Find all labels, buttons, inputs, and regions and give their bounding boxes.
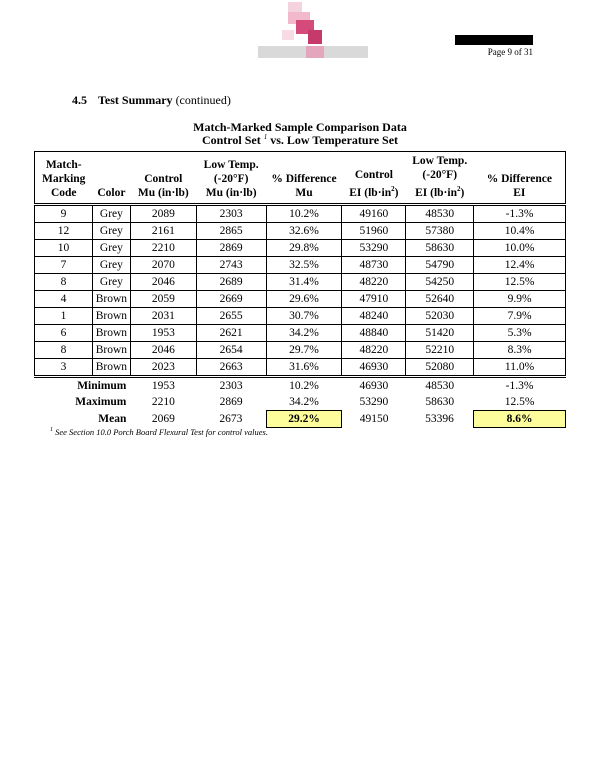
cell-ctrl-ei: 48240 xyxy=(342,307,406,324)
cell-low-ei: 57380 xyxy=(406,222,474,239)
cell-low-mu: 2654 xyxy=(196,341,266,358)
cell-ctrl-mu: 2023 xyxy=(130,358,196,376)
summary-low-mu: 2673 xyxy=(219,412,243,425)
summary-ctrl-mu: 1953 xyxy=(151,379,175,392)
cell-diff-mu: 29.6% xyxy=(266,290,342,307)
summary-ctrl-ei: 46930 xyxy=(359,379,389,392)
table-row xyxy=(35,222,566,239)
cell-diff-ei: -1.3% xyxy=(474,204,566,222)
cell-ctrl-ei: 49160 xyxy=(342,204,406,222)
cell-color: Brown xyxy=(92,358,130,376)
section-heading xyxy=(72,93,231,108)
cell-low-ei: 54790 xyxy=(406,256,474,273)
table-row xyxy=(35,341,566,358)
table-row xyxy=(35,204,566,222)
summary-diff-ei: 8.6% xyxy=(474,410,566,427)
cell-code: 8 xyxy=(35,273,93,290)
table-row xyxy=(35,358,566,376)
cell-diff-mu: 30.7% xyxy=(266,307,342,324)
cell-diff-ei: 7.9% xyxy=(474,307,566,324)
cell-ctrl-ei: 48730 xyxy=(342,256,406,273)
summary-diff-ei: -1.3% xyxy=(505,379,534,392)
cell-code: 10 xyxy=(35,239,93,256)
table-row xyxy=(35,256,566,273)
summary-label: Mean xyxy=(98,412,127,425)
cell-diff-mu: 32.5% xyxy=(266,256,342,273)
table-row xyxy=(35,290,566,307)
cell-ctrl-mu: 2046 xyxy=(130,273,196,290)
cell-code: 1 xyxy=(35,307,93,324)
cell-diff-mu: 29.8% xyxy=(266,239,342,256)
summary-low-ei: 48530 xyxy=(425,379,455,392)
cell-low-mu: 2663 xyxy=(196,358,266,376)
cell-ctrl-mu: 2089 xyxy=(130,204,196,222)
table-caption-line1: Match-Marked Sample Comparison Data xyxy=(193,120,407,134)
summary-diff-mu: 29.2% xyxy=(266,410,342,427)
cell-diff-mu: 32.6% xyxy=(266,222,342,239)
cell-diff-ei: 12.4% xyxy=(474,256,566,273)
comparison-table xyxy=(34,151,566,428)
cell-low-ei: 58630 xyxy=(406,239,474,256)
cell-ctrl-ei: 48220 xyxy=(342,273,406,290)
cell-ctrl-ei: 48840 xyxy=(342,324,406,341)
cell-diff-mu: 29.7% xyxy=(266,341,342,358)
cell-low-ei: 54250 xyxy=(406,273,474,290)
summary-diff-ei: 12.5% xyxy=(504,395,535,408)
cell-diff-mu: 31.6% xyxy=(266,358,342,376)
cell-low-ei: 48530 xyxy=(406,204,474,222)
cell-low-mu: 2869 xyxy=(196,239,266,256)
header-color: Color xyxy=(97,186,126,199)
summary-low-mu: 2303 xyxy=(219,379,243,392)
cell-low-mu: 2689 xyxy=(196,273,266,290)
cell-ctrl-mu: 2161 xyxy=(130,222,196,239)
cell-color: Grey xyxy=(92,273,130,290)
summary-ctrl-mu: 2069 xyxy=(151,412,175,425)
cell-color: Grey xyxy=(92,256,130,273)
header-control-mu: Control Mu (in·lb) xyxy=(137,172,189,199)
header-control-ei: Control EI $(lb\cdot in^2)$ xyxy=(349,169,399,199)
summary-ctrl-mu: 2210 xyxy=(151,396,175,409)
cell-diff-ei: 10.4% xyxy=(474,222,566,239)
cell-color: Grey xyxy=(92,204,130,222)
cell-ctrl-ei: 51960 xyxy=(342,222,406,239)
cell-code: 8 xyxy=(35,341,93,358)
cell-low-mu: 2303 xyxy=(196,204,266,222)
company-logo xyxy=(258,0,368,60)
cell-color: Brown xyxy=(92,341,130,358)
summary-diff-mu: 34.2% xyxy=(289,395,319,408)
cell-diff-ei: 12.5% xyxy=(474,273,566,290)
table-row xyxy=(35,324,566,341)
cell-low-mu: 2865 xyxy=(196,222,266,239)
header-lowtemp-mu: Low Temp. (-20°F) Mu (in·lb) xyxy=(203,158,259,199)
redacted-bar xyxy=(455,35,533,45)
page-number: Page 9 of 31 xyxy=(487,47,533,57)
summary-ctrl-ei: 49150 xyxy=(359,412,389,425)
summary-diff-mu: 10.2% xyxy=(289,379,319,392)
cell-ctrl-mu: 2031 xyxy=(130,307,196,324)
header-diff-mu: % Difference Mu xyxy=(271,172,337,199)
footnote: $^1$ See Section 10.0 Porch Board Flexural Test for control values. xyxy=(50,427,268,437)
cell-low-mu: 2655 xyxy=(196,307,266,324)
cell-code: 7 xyxy=(35,256,93,273)
cell-diff-ei: 11.0% xyxy=(474,358,566,376)
cell-color: Brown xyxy=(92,307,130,324)
cell-ctrl-ei: 53290 xyxy=(342,239,406,256)
summary-low-ei: 58630 xyxy=(425,396,455,409)
header-code: Match- Marking Code xyxy=(41,158,86,199)
cell-code: 9 xyxy=(35,204,93,222)
cell-ctrl-ei: 48220 xyxy=(342,341,406,358)
cell-code: 6 xyxy=(35,324,93,341)
table-row xyxy=(35,273,566,290)
cell-ctrl-ei: 46930 xyxy=(342,358,406,376)
cell-low-ei: 52030 xyxy=(406,307,474,324)
cell-ctrl-mu: 2070 xyxy=(130,256,196,273)
summary-label: Minimum xyxy=(77,379,127,392)
table-row xyxy=(35,239,566,256)
summary-row-maximum xyxy=(35,394,566,411)
summary-ctrl-ei: 53290 xyxy=(359,396,389,409)
section-title: Test Summary xyxy=(98,93,173,107)
cell-color: Grey xyxy=(92,222,130,239)
summary-row-minimum xyxy=(35,376,566,394)
cell-code: 3 xyxy=(35,358,93,376)
cell-diff-mu: 10.2% xyxy=(266,204,342,222)
cell-color: Brown xyxy=(92,324,130,341)
summary-low-ei: 53396 xyxy=(425,412,454,425)
table-caption-line2: Control Set $^1$ vs. Low Temperature Set xyxy=(201,133,399,147)
summary-row-mean xyxy=(35,410,566,427)
cell-diff-mu: 31.4% xyxy=(266,273,342,290)
header-lowtemp-ei: Low Temp. (-20°F) EI $(lb\cdot in^2)$ xyxy=(412,155,468,199)
cell-ctrl-ei: 47910 xyxy=(342,290,406,307)
cell-color: Grey xyxy=(92,239,130,256)
cell-code: 4 xyxy=(35,290,93,307)
cell-code: 12 xyxy=(35,222,93,239)
cell-diff-ei: 9.9% xyxy=(474,290,566,307)
cell-ctrl-mu: 2059 xyxy=(130,290,196,307)
caption-footnote-ref: 1 xyxy=(263,133,268,141)
cell-low-mu: 2669 xyxy=(196,290,266,307)
cell-low-mu: 2621 xyxy=(196,324,266,341)
section-number: 4.5 xyxy=(72,93,87,107)
cell-low-ei: 51420 xyxy=(406,324,474,341)
summary-low-mu: 2869 xyxy=(219,396,243,409)
header-diff-ei: % Difference EI xyxy=(486,172,552,199)
cell-color: Brown xyxy=(92,290,130,307)
cell-diff-ei: 10.0% xyxy=(474,239,566,256)
summary-label: Maximum xyxy=(75,396,127,409)
cell-diff-ei: 5.3% xyxy=(474,324,566,341)
table-header-row xyxy=(35,152,566,205)
cell-diff-mu: 34.2% xyxy=(266,324,342,341)
cell-low-ei: 52080 xyxy=(406,358,474,376)
cell-diff-ei: 8.3% xyxy=(474,341,566,358)
cell-low-ei: 52210 xyxy=(406,341,474,358)
table-row xyxy=(35,307,566,324)
cell-ctrl-mu: 2210 xyxy=(130,239,196,256)
cell-ctrl-mu: 1953 xyxy=(130,324,196,341)
section-suffix: (continued) xyxy=(175,93,231,107)
cell-low-mu: 2743 xyxy=(196,256,266,273)
cell-ctrl-mu: 2046 xyxy=(130,341,196,358)
cell-low-ei: 52640 xyxy=(406,290,474,307)
